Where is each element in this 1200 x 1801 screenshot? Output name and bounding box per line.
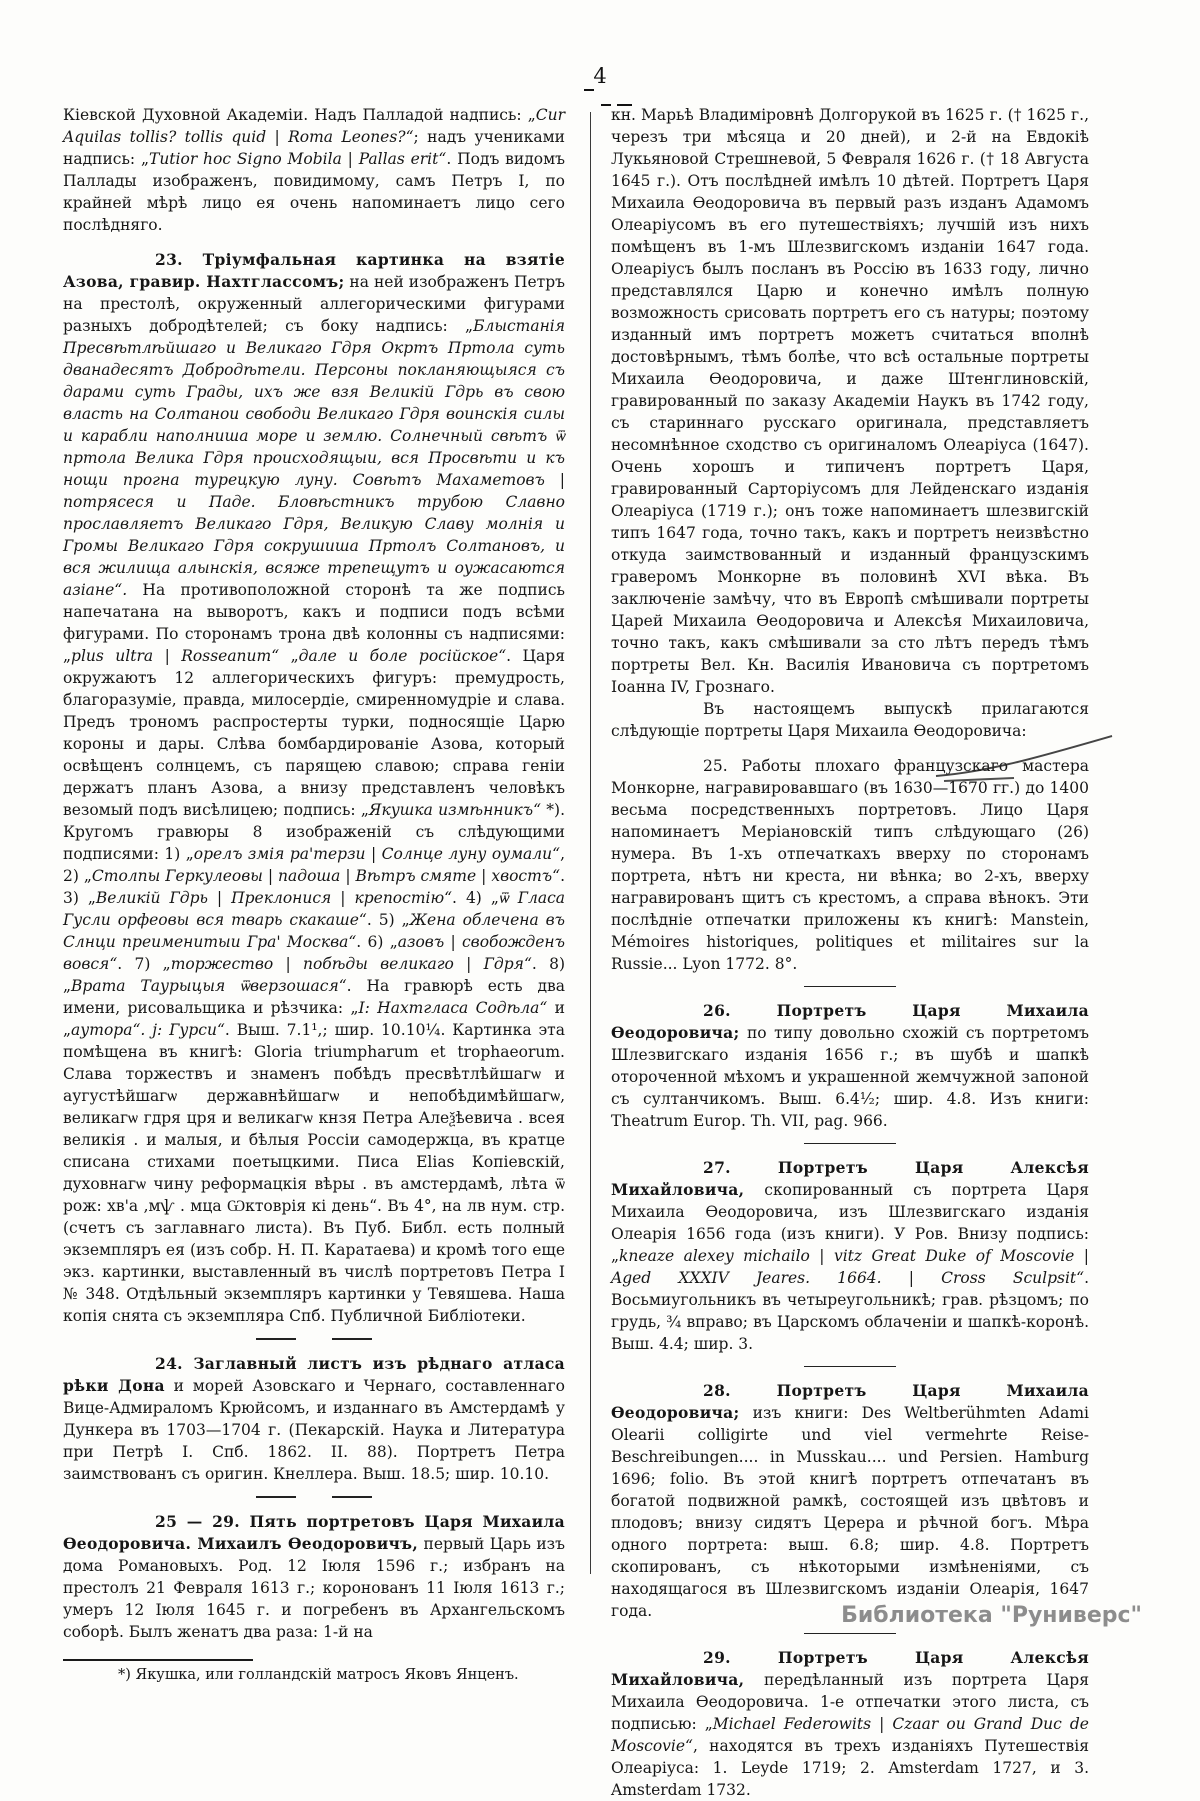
inscription-quote: Великій Гдрь | Преклонися | крепостію“ [95,889,453,907]
inscription-quote: ѿ Гласа Гусли орфеовы вся тварь скакаше“ [63,889,565,929]
text-run: и морей Азовскаго и Чернаго, составленнаго Вице-Адмираломъ Крюйсомъ, и изданнаго въ Амстердамѣ у Дункера въ 1703—1704 г. (Пекарскій. Наука и Литература при Петрѣ I. Спб. 1862. II. 88). Портретъ Петра заимствованъ съ оригин. Кнеллера. Выш. 18.5; шир. 10.10. [63,1377,565,1483]
section-divider [611,1633,1089,1634]
inscription-quote: Жена облечена въ Слнци преименитыи Гра' Москва“ [63,911,565,951]
inscription-quote: Якушка измѣнникъ“ [368,801,542,819]
text-run: по типу довольно схожій съ портретомъ Шлезвигскаго изданія 1656 г.; въ шубѣ и шапкѣ отороченной мѣхомъ и украшенной жемчужной запоной съ султанчикомъ. Выш. 6.4¹⁄₂; шир. 4.8. Изъ книги: Theatrum Europ. Th. VII, pag. 966. [611,1024,1089,1130]
text-run: , находятся въ трехъ изданіяхъ Путешествія Олеаріуса: 1. Leyde 1719; 2. Amsterdam 1727, и 3. Amsterdam 1732. [611,1737,1089,1799]
engraver-signature-quote: аутора“. ј: Гурси“ [71,1021,225,1039]
divider-dash [804,1633,896,1634]
divider-dash [804,986,896,987]
divider-dash [332,1496,372,1498]
section-25-29-paragraph [63,1511,565,1643]
divider-dash [256,1338,296,1340]
text-run: . 7) „ [117,955,171,973]
section-28-heading: 28. Портретъ Царя Михаила Ѳеодоровича; [611,1381,1089,1422]
section-27-paragraph [611,1157,1089,1355]
text-run: . Царя окружаютъ 12 аллегорическихъ фигуръ: премудрость, благоразуміе, правда, милосердіе, смиренномудріе и слава. Предъ трономъ распростерты турки, подносящіе Царю короны и дары. Слѣва бомбардированіе Азова, который освѣщенъ солнцемъ, съ парящею славою; справа геніи держатъ планъ Азова, а внизу представленъ человѣкъ везомый подъ висѣлицею; подпись: „ [63,647,565,819]
divider-dash [332,1338,372,1340]
left-column [63,104,565,1801]
section-26-heading: 26. Портретъ Царя Михаила Ѳеодоровича; [611,1001,1089,1042]
text-run: На противоположной сторонѣ та же подпись напечатана на выворотъ, какъ и подписи подъ всѣми фигурами. По сторонамъ трона двѣ колонны съ надписями: „ [63,581,565,665]
divider-dash [804,1366,896,1367]
text-run: . 6) „ [356,933,398,951]
inscription-quote: Врата Таурыцыя ѿверзошася“ [71,977,347,995]
text-run: первый Царь изъ дома Романовыхъ. Род. 12 Іюля 1596 г.; избранъ на престолъ 21 Февраля 1613 г.; коронованъ 11 Іюля 1613 г.; умеръ 12 Іюля 1645 г. и погребенъ въ Архангельскомъ соборѣ. Былъ женатъ два раза: 1-й на [63,1535,565,1641]
text-run: передѣланный изъ портрета Царя Михаила Ѳеодоровича. 1-е отпечатки этого листа, съ подписью: „ [611,1671,1089,1733]
inscription-quote: азовъ | свобожденъ вовся“ [63,933,565,973]
text-run: . 8) „ [63,955,565,995]
text-run: изъ книги: Des Weltberühmten Adami Olearii colligirte und viel vermehrte Reise-Beschreibungen.... in Musskau.... und Persien. Hamburg 1696; folio. Въ этой книгѣ портретъ отпечатанъ въ богатой подвижной рамкѣ, состоящей изъ цвѣтовъ и плодовъ; внизу сидятъ Церера и рѣчной богъ. Мѣра одного портрета: выш. 6.8; шир. 4.8. Портретъ скопированъ, съ нѣкоторыми измѣненіями, съ находящагося въ Шлезвигскомъ изданіи Олеарія, 1647 года. [611,1404,1089,1620]
column-inscription-quote: дале и боле російское“ [298,647,507,665]
section-28-paragraph [611,1380,1089,1622]
section-divider [611,1366,1089,1367]
text-run: скопированный съ портрета Царя Михаила Ѳеодоровича, изъ Шлезвигскаго изданія Олеарія 1656 года (изъ книги). У Ров. Внизу подпись: „ [611,1181,1089,1265]
footnote-text: *) Якушка, или голландскій матросъ Яковъ Янценъ. [118,1667,519,1683]
section-27-heading: 27. Портретъ Царя Алексѣя Михайловича, [611,1158,1089,1199]
text-run: . На гравюрѣ есть два имени, рисовальщика и рѣзчика: „ [63,977,565,1017]
text-run: Кіевской Духовной Академіи. Надъ Палладой надпись: „ [63,106,536,124]
page-number: 4 [593,64,607,88]
slavonic-inscription-quote: Блыстанія Пресвѣтлѣйшаго и Великаго Гдря Окртъ Пртола суть дванадесятъ Добродѣтели. Персоны покланяющыяся съ дарами суть Грады, ихъ же взя Великій Гдрь въ свою власть на Солтанои свободи Великаго Гдря воинскія силы и карабли наполниша море и землю. Солнечный свѣтъ ѿ пртола Велика Гдря происходящыи, вся Просвѣти и къ нощи прогна турецкую луну. Совѣтъ Махаметовъ | потрясеся и Паде. Бловѣстникъ трубою Славно прославляетъ Великаго Гдря, Великую Славу молнія и Громы Великаго Гдря сокрушиша Пртолъ Солтановъ, и вся жилища алынскія, всяже трепещутъ и оужасаются азіане“. [63,317,565,599]
latin-inscription-quote: Tutior hoc Signo Mobila | Pallas erit“ [148,150,447,168]
inscription-quote: торжество | побѣды великаго | Гдря“ [170,955,532,973]
section-29-paragraph [611,1647,1089,1801]
section-26-paragraph [611,1000,1089,1132]
text-run: . Восьмиугольникъ въ четыреугольникѣ; грав. рѣзцомъ; по грудь, ¾ вправо; въ Царскомъ облаченіи и шапкѣ-коронѣ. Выш. 4.4; шир. 3. [611,1269,1089,1353]
footnote-rule [63,1659,253,1661]
text-run: . 5) „ [366,911,410,929]
section-24-paragraph [63,1353,565,1485]
right-column [611,104,1089,1801]
section-divider [63,1496,565,1498]
section-23-heading: 23. Тріумфальная картинка на взятіе Азова, гравир. Нахтглассомъ; [63,250,565,291]
column-inscription-quote: plus ultra | Rosseanum“ [71,647,280,665]
text-run: ; надъ учениками надпись: „ [63,128,565,168]
engraver-signature-quote: I: Нахтгласа Содѣла“ [358,999,548,1017]
section-divider [611,1143,1089,1144]
text-run: , 2) „ [63,845,565,885]
text-run: . 3) „ [63,867,565,907]
section-29-heading: 29. Портретъ Царя Алексѣя Михайловича, [611,1648,1089,1689]
text-run: 25. Работы плохаго французскаго мастера Монкорне, награвировавшаго (въ 1630—1670 гг.) до 1400 весьма посредственныхъ портретовъ. Лицо Царя напоминаетъ Меріановскій типъ слѣдующаго (26) нумера. Въ 1-хъ отпечаткахъ вверху по сторонамъ портрета, нѣтъ ни креста, ни вѣнка; во 2-хъ, вверху награвированъ щитъ съ крестомъ, а справа вѣнокъ. Эти послѣдніе отпечатки приложены къ книгѣ: Manstein, Mémoires historiques, politiques et militaires sur la Russie... Lyon 1772. 8°. [611,757,1089,973]
library-watermark: Библиотека "Руниверс" [841,1603,1142,1628]
divider-dash [256,1496,296,1498]
text-run: . 4) „ [452,889,499,907]
text-run: на ней изображенъ Петръ на престолѣ, окруженный аллегорическими фигурами разныхъ добродѣтелей; съ боку надпись: „ [63,273,565,335]
section-divider [63,1338,565,1340]
section-25-29-heading: 25 — 29. Пять портретовъ Царя Михаила Ѳеодоровича. Михаилъ Ѳеодоровичъ, [63,1512,565,1553]
latin-inscription-quote: Cur Aquilas tollis? tollis quid | Roma Leones?“ [63,106,565,146]
engraving-caption-quote: kneaze alexey michailo | vitz Great Duke of Moscovie | Aged XXXIV Jeares. 1664. | Cross Sculpsit“ [611,1247,1089,1287]
footnote-block [63,1659,565,1685]
text-run: . Подъ видомъ Паллады изображенъ, повидимому, самъ Петръ I, по крайней мѣрѣ лицо ея очень напоминаетъ лицо сего послѣдняго. [63,150,566,234]
text-run: кн. Марьѣ Владиміровнѣ Долгорукой въ 1625 г. († 1625 г., черезъ три мѣсяца и 20 дней), и 2-й на Евдокіѣ Лукьяновой Стрешневой, 5 Февраля 1626 г. († 18 Августа 1645 г.). Отъ послѣдней имѣлъ 10 дѣтей. Портретъ Царя Михаила Ѳеодоровича въ первый разъ изданъ Адамомъ Олеаріусомъ въ его путешествіяхъ; лучшій изъ нихъ помѣщенъ въ 1-мъ Шлезвигскомъ изданіи 1647 года. Олеаріусъ былъ посланъ въ Россію въ 1633 году, лично представлялся Царю и конечно имѣлъ полную возможность срисовать портретъ его съ натуры; поэтому изданный имъ портретъ можетъ считаться вполнѣ достовѣрнымъ, тѣмъ болѣе, что всѣ остальные портреты Михаила Ѳеодоровича, и даже Штенглиновскій, гравированный по заказу Академіи Наукъ въ 1742 году, съ стариннаго русскаго оригинала, представляетъ несомнѣнное сходство съ оригиналомъ Олеаріуса (1647). Очень хорошъ и типиченъ портретъ Царя, гравированный Сарторіусомъ для Лейденскаго изданія Олеаріуса (1719 г.); онъ тоже напоминаетъ шлезвигскій типъ 1647 года, точно такъ, какъ и портретъ неизвѣстно откуда заимствованный и изданный французскимъ граверомъ Монкорне въ половинѣ XVI вѣка. Въ заключеніе замѣчу, что въ Европѣ смѣшивали портреты Царей Михаила Ѳеодоровича и Алексѣя Михаиловича, точно такъ, какъ смѣшивали за сто лѣтъ передъ тѣмъ портреты Вел. Кн. Василія Ивановича съ портретомъ Іоанна IV, Грознаго. [611,106,1089,696]
engraving-caption-quote: Michael Federowits | Czaar ou Grand Duc de Moscovie“ [611,1715,1089,1755]
text-run: Въ настоящемъ выпускѣ прилагаются слѣдующіе портреты Царя Михаила Ѳеодоровича: [611,700,1089,740]
text-run: и „ [63,999,565,1039]
ink-annotation [928,728,1118,788]
divider-dash [804,1143,896,1144]
section-25-paragraph [611,755,1089,975]
text-run: „ [279,647,299,665]
section-divider [611,986,1089,987]
section-24-heading: 24. Заглавный листъ изъ рѣднаго атласа рѣки Дона [63,1354,565,1395]
paragraph-continuation [611,104,1089,698]
text-run: . Выш. 7.1¹,; шир. 10.10¼. Картинка эта помѣщена въ книгѣ: Gloria triumpharum et trophaeorum. Слава торжествъ и знаменъ побѣдъ пресвѣтлѣйшагѡ и аугустѣйшагѡ державнѣйшагѡ и непобѣдимѣйшагѡ, великагѡ гдря цря и великагѡ кнзя Петра Алеѯѣевича . всея великія . и малыя, и бѣлыя Россіи самодержца, въ кратце списана стихами поетыцкими. Писа Elias Копіевскій, духовнагѡ чину реформацкія вѣры . въ амстердамѣ, лѣта ѿ рож: хв'а ‚мѱ . мца Ѡктоврія кі день“. Въ 4°, на лв нум. стр. (счетъ съ заглавнаго листа). Въ Пуб. Библ. есть полный экземпляръ ея (изъ собр. Н. П. Каратаева) и кромѣ того еще экз. картинки, выставленный въ числѣ портретовъ Петра I № 348. Отдѣльный экземпляръ картинки у Тевяшева. Наша копія снята съ экземпляра Спб. Публичной Библіотеки. [63,1021,565,1325]
section-23-paragraph [63,249,565,1327]
scan-mark [584,89,594,91]
inscription-quote: орелъ змія ра'терзи | Солнце луну оумали“ [193,845,561,863]
text-run: *). Кругомъ гравюры 8 изображеній съ слѣдующими подписями: 1) „ [63,801,566,863]
paragraph-intro-continuation [63,104,565,236]
inscription-quote: Столпы Геркулеовы | падоша | Вѣтръ смяте | хвостъ“ [91,867,561,885]
text-columns [63,104,1089,1801]
